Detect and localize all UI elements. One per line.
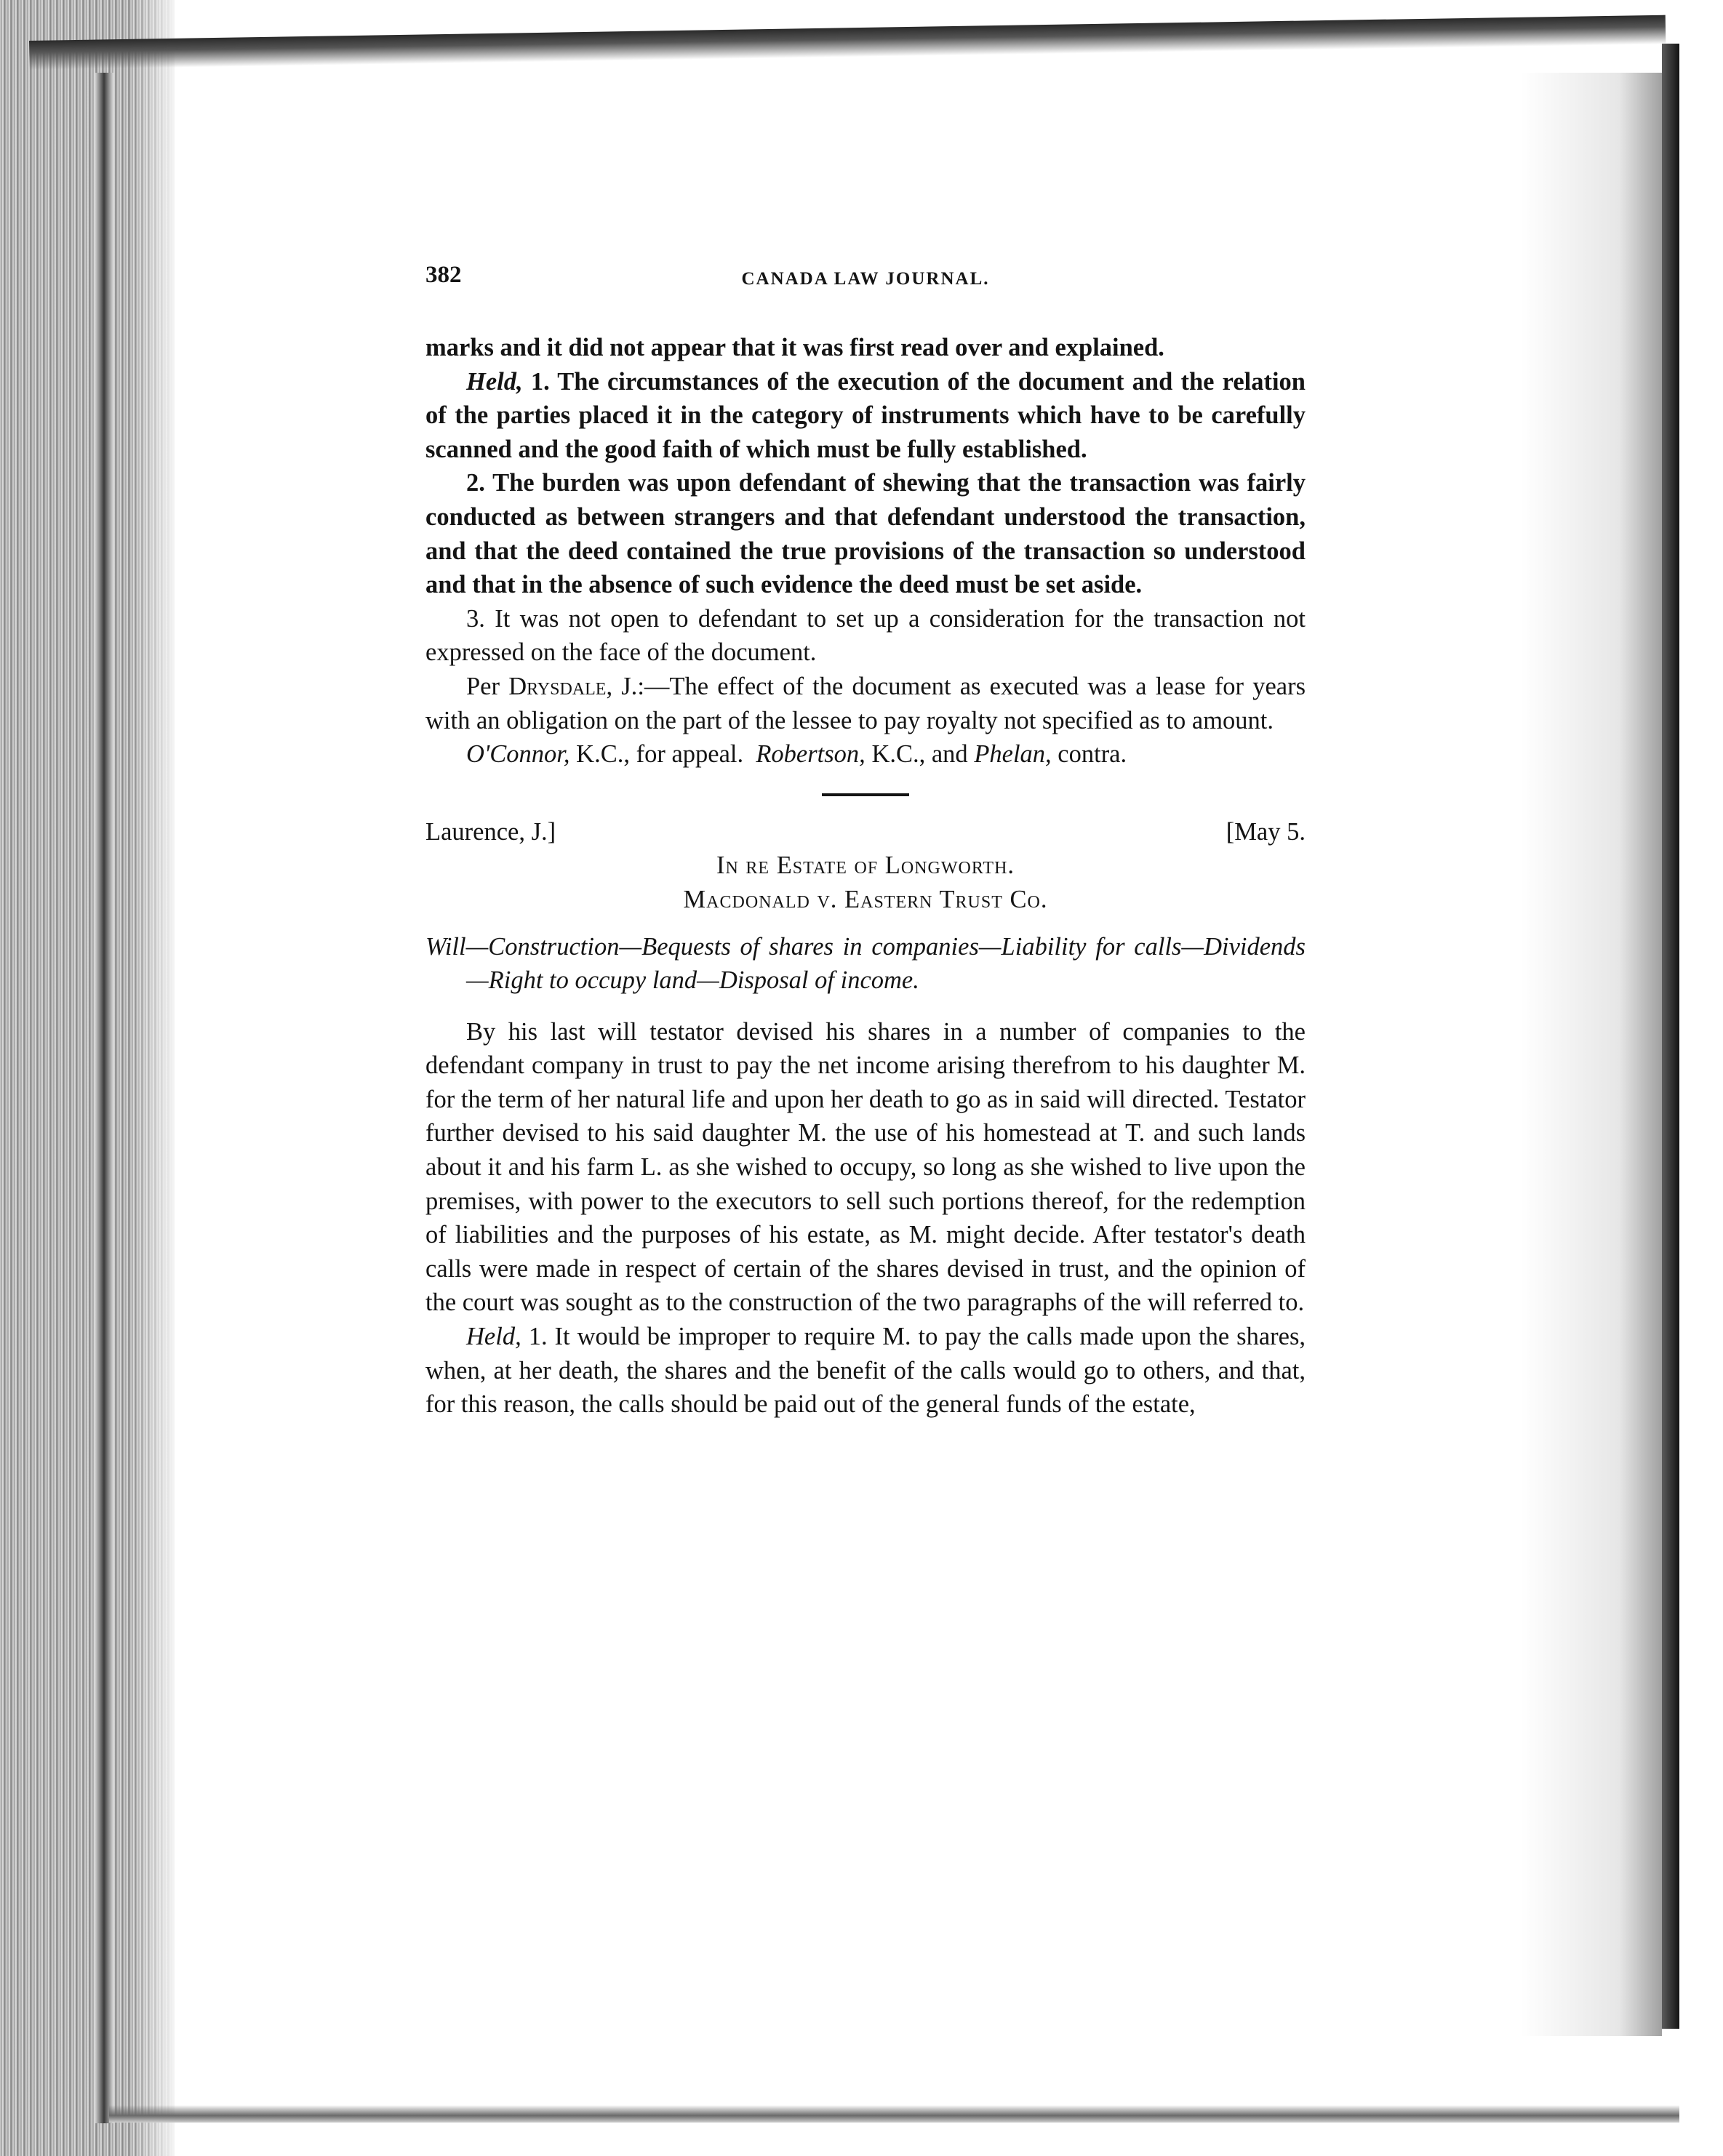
case-heading-line	[425, 815, 1306, 849]
case-title-2: Macdonald v. Eastern Trust Co.	[683, 885, 1048, 913]
per-prefix: Per	[466, 672, 500, 700]
holding-3: 3. It was not open to defendant to set up a consideration for the transaction not expressed on the face of the document.	[425, 604, 1306, 667]
counsel-phelan: Phelan,	[974, 740, 1052, 769]
page-number: 382	[425, 262, 462, 288]
per-text: :—The effect of the document as executed was a lease for years with an obligation on the part of the lessee to pay royalty not specified as to amount.	[425, 672, 1306, 734]
holding-1	[425, 365, 1306, 467]
case-held-label: Held,	[466, 1323, 521, 1351]
held-label: Held,	[466, 367, 523, 396]
case-holding-1-text: 1. It would be improper to require M. to pay the calls made upon the shares, when, at her death, the shares and the benefit of the calls would go to others, and that, for this reason, the calls should be paid out of the general funds of the estate,	[425, 1323, 1306, 1419]
case-judge: Laurence, J.]	[425, 817, 556, 846]
case-facts: By his last will testator devised his shares in a number of companies to the defendant company in trust to pay the net income arising therefrom to his daughter M. for the term of her natural life and upon her death to go as in said will directed. Testator further devised to his said daughter M. the use of his homestead at T. and such lands about it and his farm L. as she wished to occupy, so long as she wished to live upon the premises, with power to the executors to sell such portions thereof, for the redemption of liabilities and the purposes of his estate, as M. might decide. After testator's death calls were made in respect of certain of the shares devised in trust, and the opinion of the court was sought as to the construction of the two paragraphs of the will referred to.	[425, 1017, 1306, 1317]
page-header	[425, 258, 1306, 294]
counsel-line	[425, 737, 1306, 772]
journal-page	[425, 258, 1306, 1422]
book-gutter-edge	[0, 0, 175, 2156]
section-divider	[822, 793, 909, 796]
counsel-oconnor-role: K.C., for appeal.	[576, 740, 744, 769]
counsel-robertson: Robertson,	[756, 740, 866, 769]
continuation-paragraph: marks and it did not appear that it was first read over and explained.	[425, 334, 1164, 361]
gutter-shadow	[95, 73, 113, 2123]
right-margin	[1679, 0, 1723, 2156]
bottom-page-edge	[109, 2105, 1680, 2123]
case-holding-1	[425, 1320, 1306, 1422]
counsel-oconnor: O'Connor,	[466, 740, 570, 769]
holding-2: 2. The burden was upon defendant of shewing that the transaction was fairly conducted as between strangers and that defendant understood the transaction, and that the deed contained the true provisions of the transaction so understood and that in the absence of such evidence the deed must be set aside.	[425, 469, 1306, 599]
per-opinion	[425, 670, 1306, 737]
case-date: [May 5.	[1226, 817, 1306, 846]
right-page-edge	[1662, 44, 1679, 2029]
right-page-shadow	[1520, 73, 1662, 2036]
counsel-contra: contra.	[1058, 740, 1127, 769]
running-head: CANADA LAW JOURNAL.	[741, 269, 990, 289]
holding-1-text: 1. The circumstances of the execution of the document and the relation of the parties placed it in the category of instruments which have to be carefully scanned and the good faith of which must be fully established.	[425, 367, 1306, 463]
counsel-robertson-role: K.C., and	[871, 740, 968, 769]
case-title-1: In re Estate of Longworth.	[716, 851, 1015, 880]
top-page-edge	[29, 15, 1666, 70]
per-judge: Drysdale, J.	[508, 672, 638, 700]
catchwords: Will—Construction—Bequests of shares in companies—Liability for calls—Dividends—Right to occupy land—Disposal of income.	[425, 932, 1306, 995]
